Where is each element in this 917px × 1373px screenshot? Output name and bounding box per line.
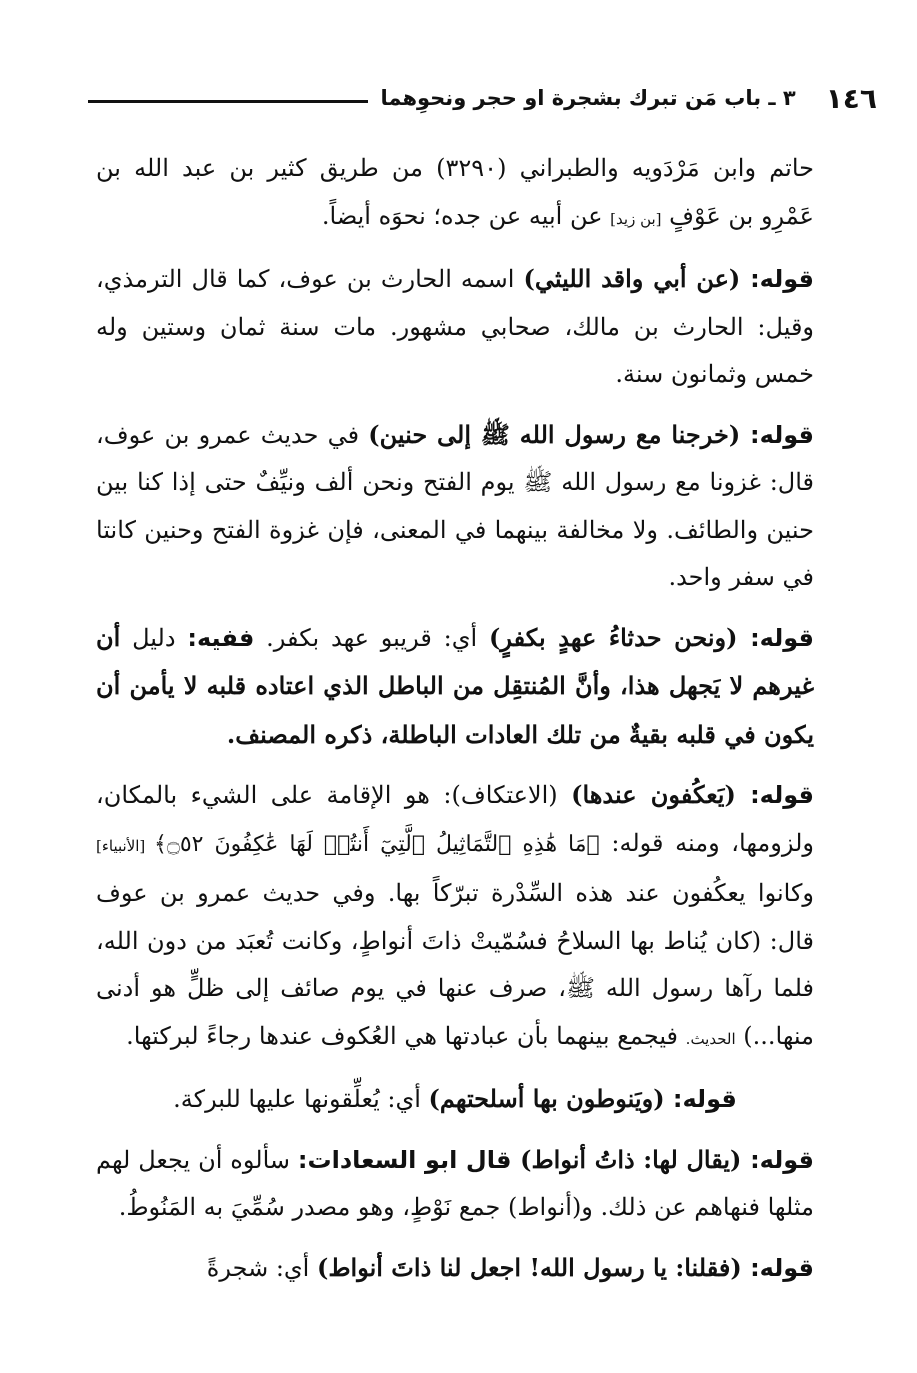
paragraph — [96, 1244, 814, 1293]
page-number: ١٤٦ — [825, 81, 877, 115]
keyword-label: قوله: — [750, 1145, 814, 1174]
keyword-label: قوله: — [750, 781, 814, 809]
keyword-label: قوله: — [750, 623, 814, 652]
body-text: في حديث عمرو بن عوف، قال: غزونا مع رسول الله ﷺ يوم الفتح ونحن ألف ونيِّفٌ حتى إذا كنا بين حنين والطائف. ولا مخالفة بينهما في المعنى، فإن غزوة الفتح وحنين كانتا في سفر واحد. — [96, 420, 814, 591]
body-text: أي: قريبو عهد بكفر. — [254, 623, 490, 652]
body-text: حاتم وابن مَرْدَويه والطبراني (٣٢٩٠) من طريق كثير بن عبد الله بن عَمْرِو بن عَوْفٍ — [96, 154, 814, 230]
quoted-phrase: (ونحن حدثاءُ عهدٍ بكفرٍ) — [489, 622, 751, 652]
quoted-phrase: (عن أبي واقد الليثي) — [523, 264, 751, 293]
body-text: (الاعتكاف): هو الإقامة على الشيء بالمكان، ولزومها، ومنه قوله: — [96, 781, 815, 857]
body-text: أي: شجرةً — [206, 1253, 317, 1282]
quoted-phrase: (ويَنوطون بها أسلحتهم) — [428, 1084, 673, 1113]
keyword-label: ففيه: — [187, 623, 255, 652]
paragraph — [96, 411, 814, 602]
paragraph — [96, 255, 814, 399]
quoted-phrase: (فقلنا: يا رسول الله! اجعل لنا ذاتَ أنواط) — [316, 1252, 751, 1282]
header-rule — [88, 100, 368, 103]
page-header — [88, 78, 877, 118]
paragraph — [96, 614, 814, 760]
quran-verse: ﴿مَا هَٰذِهِ ٱلتَّمَاثِيلُ ٱلَّتِيٓ أَنتُمۡ لَهَا عَٰكِفُونَ ۝٥٢﴾ — [154, 831, 600, 857]
body-text: وكانوا يعكُفون عند هذه السِّدْرة تبرّكاً بها. وفي حديث عمرو بن عوف قال: (كان يُناط بها السلاحُ فسُمّيتْ ذاتَ أنواطٍ، وكانت تُعبَد من دون الله، فلما رآها رسول الله ﷺ، صرف عنها في يوم صائف إلى ظلٍّ هو أدنى منها...) — [96, 879, 814, 1050]
running-title: ٣ ـ باب مَن تبرك بشجرة او حجر ونحوِهما — [380, 86, 796, 110]
body-text: دليل — [120, 623, 188, 652]
body-text: سألوه أن يجعل لهم مثلها فنهاهم عن ذلك. و(أنواط) جمع نَوْطٍ، وهو مصدر سُمِّيَ به المَنُوطُ. — [96, 1145, 814, 1221]
quoted-phrase: أن غيرهم لا يَجهل هذا، وأنَّ المُنتقِل من الباطل الذي اعتاده قلبه لا يأمن أن يكون في قلبه بقيةٌ من تلك العادات الباطلة، ذكره المصنف. — [96, 622, 814, 749]
keyword-label: قوله: — [750, 1253, 814, 1282]
body-text: اسمه الحارث بن عوف، كما قال الترمذي، وقيل: الحارث بن مالك، صحابي مشهور. مات سنة ثمان وستين وله خمس وثمانون سنة. — [96, 265, 814, 388]
quoted-phrase: (يقال لها: ذاتُ أنواط) — [520, 1144, 751, 1174]
body-text: أي: يُعلِّقونها عليها للبركة. — [173, 1085, 429, 1113]
paragraph — [96, 771, 814, 1063]
body-text: فيجمع بينهما بأن عبادتها هي العُكوف عندها رجاءً لبركتها. — [126, 1021, 686, 1050]
keyword-label: قوله: — [672, 1085, 737, 1113]
reference-note: الحديث. — [685, 1029, 736, 1048]
paragraph — [96, 145, 814, 243]
quoted-phrase: (خرجنا مع رسول الله ﷺ إلى حنين) — [368, 419, 751, 449]
paragraph — [96, 1136, 814, 1232]
page-body — [96, 145, 814, 1304]
reference-note: [الأنبياء] — [96, 836, 155, 855]
body-text: عن أبيه عن جده؛ نحوَه أيضاً. — [321, 201, 611, 230]
quoted-phrase: (يَعكُفون عندها) — [571, 780, 751, 809]
reference-note: [بن زيد] — [610, 209, 662, 228]
keyword-label: قال ابو السعادات: — [297, 1145, 521, 1174]
keyword-label: قوله: — [750, 420, 814, 449]
keyword-label: قوله: — [750, 265, 815, 293]
paragraph — [96, 1075, 814, 1124]
